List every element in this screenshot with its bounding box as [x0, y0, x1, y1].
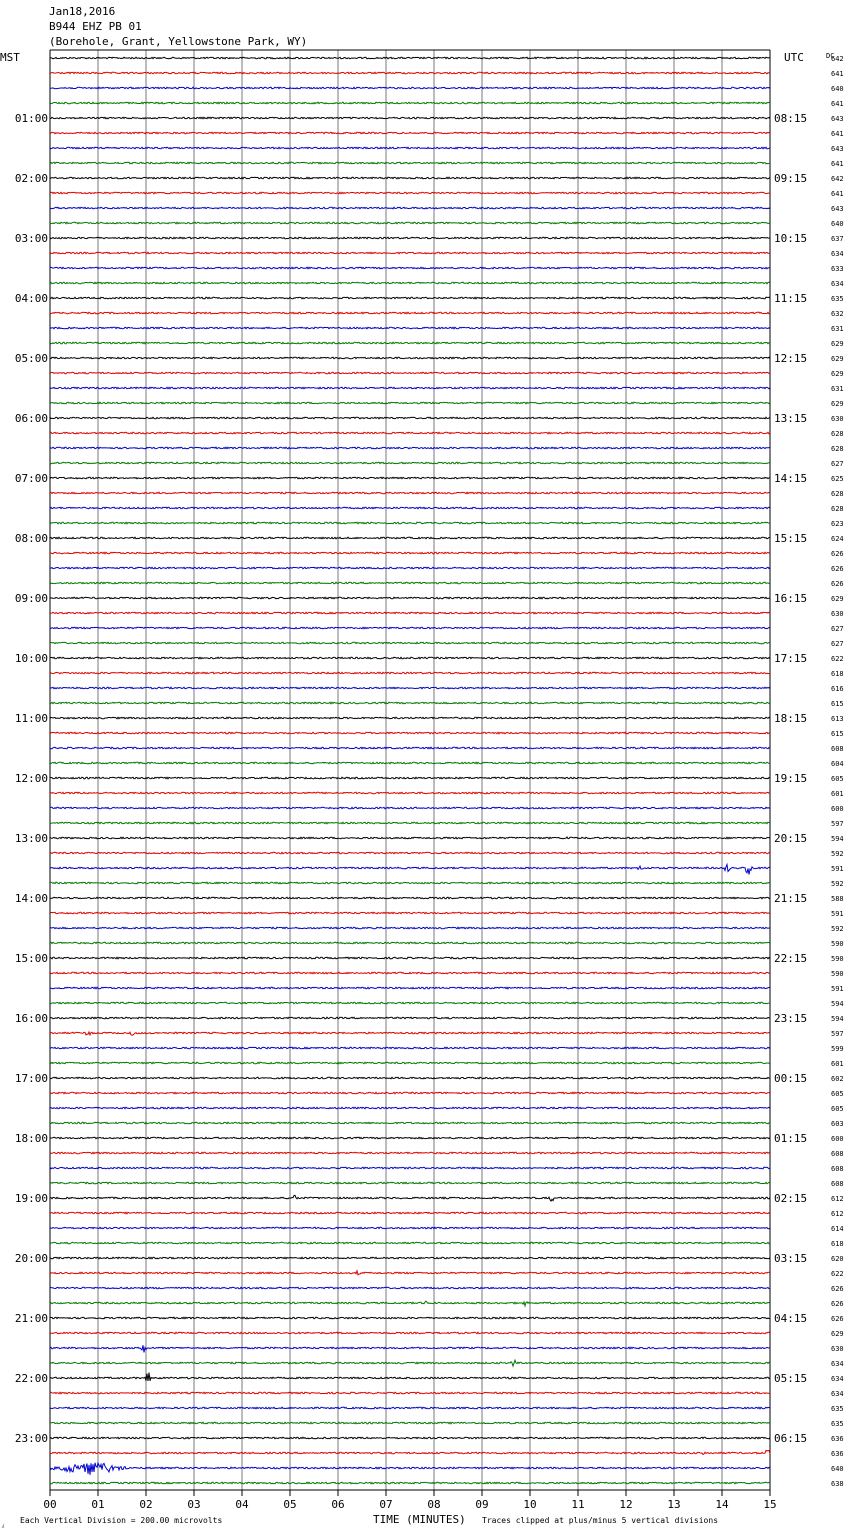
trace-line: [50, 1287, 770, 1289]
left-hour-label: 17:00: [14, 1072, 48, 1085]
dc-offset-value: 616: [831, 685, 844, 693]
dc-offset-value: 591: [831, 865, 844, 873]
trace-line: [50, 567, 770, 569]
dc-offset-value: 631: [831, 385, 844, 393]
trace-line: [50, 477, 770, 479]
dc-offset-value: 641: [831, 190, 844, 198]
trace-line: [50, 1195, 770, 1201]
dc-offset-value: 615: [831, 730, 844, 738]
trace-line: [50, 852, 770, 854]
trace-line: [50, 462, 770, 464]
trace-line: [50, 252, 770, 254]
dc-offset-value: 603: [831, 1120, 844, 1128]
dc-offset-value: 608: [831, 1180, 844, 1188]
dc-offset-value: 601: [831, 1060, 844, 1068]
dc-offset-value: 590: [831, 955, 844, 963]
dc-offset-value: 627: [831, 625, 844, 633]
dc-offset-value: 624: [831, 535, 844, 543]
dc-offset-value: 643: [831, 115, 844, 123]
dc-offset-value: 614: [831, 1225, 844, 1233]
right-hour-label: 09:15: [774, 172, 808, 185]
trace-line: [50, 1317, 770, 1319]
minute-grid: [50, 50, 770, 1496]
trace-line: [50, 927, 770, 929]
right-hour-label: 16:15: [774, 592, 808, 605]
dc-offset-value: 636: [831, 1435, 844, 1443]
trace-line: [50, 327, 770, 329]
trace-line: [50, 282, 770, 284]
x-tick-label: 04: [235, 1498, 249, 1511]
trace-line: [50, 1242, 770, 1244]
x-tick-label: 11: [571, 1498, 585, 1511]
trace-line: [50, 942, 770, 944]
dc-offset-value: 638: [831, 1480, 844, 1488]
right-hour-label: 23:15: [774, 1012, 808, 1025]
trace-line: [50, 822, 770, 824]
dc-offset-value: 628: [831, 445, 844, 453]
trace-line: [50, 897, 770, 899]
trace-line: [50, 865, 770, 875]
dc-offset-value: 630: [831, 610, 844, 618]
trace-line: [50, 582, 770, 584]
right-hour-label: 11:15: [774, 292, 808, 305]
trace-line: [50, 132, 770, 134]
dc-offset-value: 632: [831, 310, 844, 318]
right-hour-label: 02:15: [774, 1192, 808, 1205]
dc-offset-value: 640: [831, 220, 844, 228]
right-hour-label: 05:15: [774, 1372, 808, 1385]
x-tick-label: 05: [283, 1498, 297, 1511]
trace-line: [50, 657, 770, 659]
dc-offset-value: 626: [831, 1300, 844, 1308]
trace-line: [50, 387, 770, 389]
left-hour-label: 20:00: [14, 1252, 48, 1265]
dc-offset-value: 628: [831, 505, 844, 513]
left-hour-label: 21:00: [14, 1312, 48, 1325]
trace-line: [50, 1017, 770, 1019]
left-hour-label: 09:00: [14, 592, 48, 605]
x-tick-label: 14: [715, 1498, 729, 1511]
x-tick-label: 08: [427, 1498, 441, 1511]
dc-offset-value: 635: [831, 1420, 844, 1428]
x-tick-label: 07: [379, 1498, 393, 1511]
x-axis-label: TIME (MINUTES): [373, 1513, 466, 1526]
trace-line: [50, 1301, 770, 1306]
trace-line: [50, 1137, 770, 1139]
dc-offset-header: DC: [826, 52, 835, 60]
dc-offset-value: 629: [831, 595, 844, 603]
right-hour-label: 21:15: [774, 892, 808, 905]
dc-offset-value: 634: [831, 1375, 844, 1383]
left-hour-label: 01:00: [14, 112, 48, 125]
dc-offset-value: 594: [831, 835, 844, 843]
dc-offset-value: 642: [831, 55, 844, 63]
dc-offset-value: 623: [831, 520, 844, 528]
trace-line: [50, 57, 770, 59]
left-hour-label: 03:00: [14, 232, 48, 245]
x-tick-label: 12: [619, 1498, 633, 1511]
left-hour-label: 06:00: [14, 412, 48, 425]
trace-line: [50, 162, 770, 164]
dc-offset-value: 630: [831, 1345, 844, 1353]
dc-offset-value: 634: [831, 250, 844, 258]
dc-offset-value: 599: [831, 1045, 844, 1053]
dc-offset-value: 635: [831, 1405, 844, 1413]
right-hour-label: 19:15: [774, 772, 808, 785]
dc-offset-value: 634: [831, 280, 844, 288]
dc-offset-value: 636: [831, 1450, 844, 1458]
left-hour-label: 12:00: [14, 772, 48, 785]
dc-offset-value: 627: [831, 640, 844, 648]
trace-line: [50, 1122, 770, 1124]
trace-line: [50, 612, 770, 614]
x-tick-label: 00: [43, 1498, 57, 1511]
trace-line: [50, 642, 770, 644]
dc-offset-value: 615: [831, 700, 844, 708]
dc-offset-value: 640: [831, 1465, 844, 1473]
trace-line: [50, 402, 770, 404]
trace-line: [50, 1271, 770, 1275]
x-tick-label: 15: [763, 1498, 777, 1511]
left-hour-label: 04:00: [14, 292, 48, 305]
dc-offset-value: 643: [831, 145, 844, 153]
x-tick-label: 02: [139, 1498, 153, 1511]
dc-offset-value: 629: [831, 340, 844, 348]
right-hour-label: 15:15: [774, 532, 808, 545]
dc-offset-value: 640: [831, 85, 844, 93]
trace-line: [50, 1360, 770, 1366]
right-hour-label: 17:15: [774, 652, 808, 665]
left-hour-label: 16:00: [14, 1012, 48, 1025]
trace-line: [50, 267, 770, 269]
trace-line: [50, 627, 770, 629]
trace-line: [50, 1450, 770, 1454]
right-hour-label: 01:15: [774, 1132, 808, 1145]
right-hour-label: 04:15: [774, 1312, 808, 1325]
x-tick-label: 10: [523, 1498, 537, 1511]
left-hour-label: 07:00: [14, 472, 48, 485]
left-hour-label: 10:00: [14, 652, 48, 665]
clipping-note: Traces clipped at plus/minus 5 vertical divisions: [482, 1516, 719, 1525]
trace-line: [50, 1227, 770, 1229]
trace-line: [50, 1002, 770, 1004]
corner-mark: ⁁: [2, 1519, 4, 1528]
right-hour-label: 10:15: [774, 232, 808, 245]
trace-line: [50, 1482, 770, 1484]
dc-offset-value: 641: [831, 100, 844, 108]
trace-line: [50, 972, 770, 974]
dc-offset-value: 588: [831, 895, 844, 903]
x-tick-label: 01: [91, 1498, 105, 1511]
trace-line: [50, 597, 770, 599]
trace-line: [50, 747, 770, 749]
trace-line: [50, 957, 770, 959]
dc-offset-value: 608: [831, 1150, 844, 1158]
trace-line: [50, 1422, 770, 1424]
trace-line: [50, 1062, 770, 1064]
dc-offset-value: 627: [831, 460, 844, 468]
dc-offset-value: 591: [831, 985, 844, 993]
trace-line: [50, 237, 770, 239]
trace-line: [50, 1152, 770, 1154]
dc-offset-value: 592: [831, 850, 844, 858]
left-hour-label: 15:00: [14, 952, 48, 965]
dc-offset-value: 613: [831, 715, 844, 723]
trace-line: [50, 1332, 770, 1334]
dc-offset-value: 641: [831, 160, 844, 168]
dc-offset-value: 629: [831, 400, 844, 408]
dc-offset-value: 625: [831, 475, 844, 483]
trace-line: [50, 432, 770, 434]
dc-offset-value: 597: [831, 1030, 844, 1038]
trace-line: [50, 1257, 770, 1259]
x-tick-label: 06: [331, 1498, 345, 1511]
left-hour-label: 14:00: [14, 892, 48, 905]
trace-line: [50, 1463, 770, 1475]
dc-offset-value: 626: [831, 1285, 844, 1293]
time-labels: [15, 55, 844, 1511]
dc-offset-value: 605: [831, 1090, 844, 1098]
left-hour-label: 11:00: [14, 712, 48, 725]
dc-offset-value: 592: [831, 925, 844, 933]
trace-line: [50, 417, 770, 419]
trace-line: [50, 807, 770, 809]
left-hour-label: 08:00: [14, 532, 48, 545]
trace-line: [50, 72, 770, 74]
trace-line: [50, 1212, 770, 1214]
trace-line: [50, 102, 770, 104]
left-hour-label: 02:00: [14, 172, 48, 185]
trace-line: [50, 882, 770, 884]
left-hour-label: 05:00: [14, 352, 48, 365]
trace-line: [50, 117, 770, 119]
dc-offset-value: 626: [831, 1315, 844, 1323]
trace-line: [50, 1392, 770, 1394]
trace-line: [50, 447, 770, 449]
trace-line: [50, 147, 770, 149]
dc-offset-value: 626: [831, 565, 844, 573]
right-hour-label: 20:15: [774, 832, 808, 845]
dc-offset-value: 622: [831, 1270, 844, 1278]
left-hour-label: 18:00: [14, 1132, 48, 1145]
dc-offset-value: 600: [831, 1135, 844, 1143]
station-code: B944 EHZ PB 01: [49, 20, 142, 33]
trace-line: [50, 522, 770, 524]
dc-offset-value: 618: [831, 1240, 844, 1248]
dc-offset-value: 629: [831, 355, 844, 363]
dc-offset-value: 604: [831, 760, 844, 768]
dc-offset-value: 629: [831, 1330, 844, 1338]
trace-line: [50, 672, 770, 674]
dc-offset-value: 602: [831, 1075, 844, 1083]
trace-line: [50, 702, 770, 704]
trace-line: [50, 357, 770, 359]
dc-offset-value: 608: [831, 745, 844, 753]
dc-offset-value: 622: [831, 655, 844, 663]
dc-offset-value: 601: [831, 790, 844, 798]
x-tick-label: 09: [475, 1498, 489, 1511]
dc-offset-value: 590: [831, 940, 844, 948]
dc-offset-value: 628: [831, 430, 844, 438]
dc-offset-value: 590: [831, 970, 844, 978]
dc-offset-value: 597: [831, 820, 844, 828]
right-hour-label: 03:15: [774, 1252, 808, 1265]
trace-line: [50, 1182, 770, 1184]
dc-offset-value: 634: [831, 1390, 844, 1398]
trace-line: [50, 507, 770, 509]
right-hour-label: 12:15: [774, 352, 808, 365]
dc-offset-value: 591: [831, 910, 844, 918]
dc-offset-value: 641: [831, 130, 844, 138]
dc-offset-value: 633: [831, 265, 844, 273]
trace-line: [50, 777, 770, 779]
dc-offset-value: 642: [831, 175, 844, 183]
dc-offset-value: 628: [831, 490, 844, 498]
dc-offset-value: 626: [831, 580, 844, 588]
right-hour-label: 00:15: [774, 1072, 808, 1085]
trace-line: [50, 1032, 770, 1035]
left-hour-label: 19:00: [14, 1192, 48, 1205]
trace-line: [50, 1407, 770, 1409]
trace-line: [50, 837, 770, 839]
dc-offset-value: 605: [831, 1105, 844, 1113]
left-hour-label: 13:00: [14, 832, 48, 845]
dc-offset-value: 629: [831, 370, 844, 378]
left-hour-label: 23:00: [14, 1432, 48, 1445]
trace-line: [50, 222, 770, 224]
dc-offset-value: 608: [831, 1165, 844, 1173]
trace-line: [50, 552, 770, 554]
trace-line: [50, 372, 770, 374]
trace-line: [50, 342, 770, 344]
station-location: (Borehole, Grant, Yellowstone Park, WY): [49, 35, 308, 48]
trace-line: [50, 177, 770, 179]
trace-line: [50, 1167, 770, 1169]
trace-line: [50, 912, 770, 914]
dc-offset-value: 637: [831, 235, 844, 243]
x-tick-label: 03: [187, 1498, 201, 1511]
right-hour-label: 08:15: [774, 112, 808, 125]
trace-line: [50, 1092, 770, 1094]
right-hour-label: 06:15: [774, 1432, 808, 1445]
dc-offset-value: 612: [831, 1195, 844, 1203]
trace-line: [50, 1107, 770, 1109]
dc-offset-value: 634: [831, 1360, 844, 1368]
seismic-traces: [50, 57, 770, 1484]
trace-line: [50, 762, 770, 764]
dc-offset-value: 594: [831, 1000, 844, 1008]
trace-line: [50, 792, 770, 794]
trace-line: [50, 207, 770, 209]
right-hour-label: 18:15: [774, 712, 808, 725]
right-hour-label: 14:15: [774, 472, 808, 485]
trace-line: [50, 492, 770, 494]
dc-offset-value: 612: [831, 1210, 844, 1218]
trace-line: [50, 987, 770, 989]
dc-offset-value: 635: [831, 295, 844, 303]
dc-offset-value: 594: [831, 1015, 844, 1023]
x-tick-label: 13: [667, 1498, 681, 1511]
trace-line: [50, 687, 770, 689]
vertical-scale-note: Each Vertical Division = 200.00 microvolts: [20, 1516, 223, 1525]
trace-line: [50, 87, 770, 89]
trace-line: [50, 1437, 770, 1439]
dc-offset-value: 641: [831, 70, 844, 78]
dc-offset-value: 620: [831, 1255, 844, 1263]
trace-line: [50, 1047, 770, 1049]
trace-line: [50, 717, 770, 719]
dc-offset-value: 631: [831, 325, 844, 333]
trace-line: [50, 192, 770, 194]
left-timezone-label: MST: [0, 51, 20, 64]
dc-offset-value: 618: [831, 670, 844, 678]
trace-line: [50, 1373, 770, 1381]
trace-line: [50, 312, 770, 314]
dc-offset-value: 626: [831, 550, 844, 558]
right-timezone-label: UTC: [784, 51, 804, 64]
trace-line: [50, 732, 770, 734]
trace-line: [50, 1077, 770, 1079]
dc-offset-value: 630: [831, 415, 844, 423]
dc-offset-value: 605: [831, 775, 844, 783]
dc-offset-value: 600: [831, 805, 844, 813]
dc-offset-value: 592: [831, 880, 844, 888]
trace-line: [50, 1345, 770, 1352]
trace-line: [50, 537, 770, 539]
record-date: Jan18,2016: [49, 5, 116, 18]
right-hour-label: 13:15: [774, 412, 808, 425]
dc-offset-value: 643: [831, 205, 844, 213]
right-hour-label: 22:15: [774, 952, 808, 965]
left-hour-label: 22:00: [14, 1372, 48, 1385]
trace-line: [50, 297, 770, 299]
